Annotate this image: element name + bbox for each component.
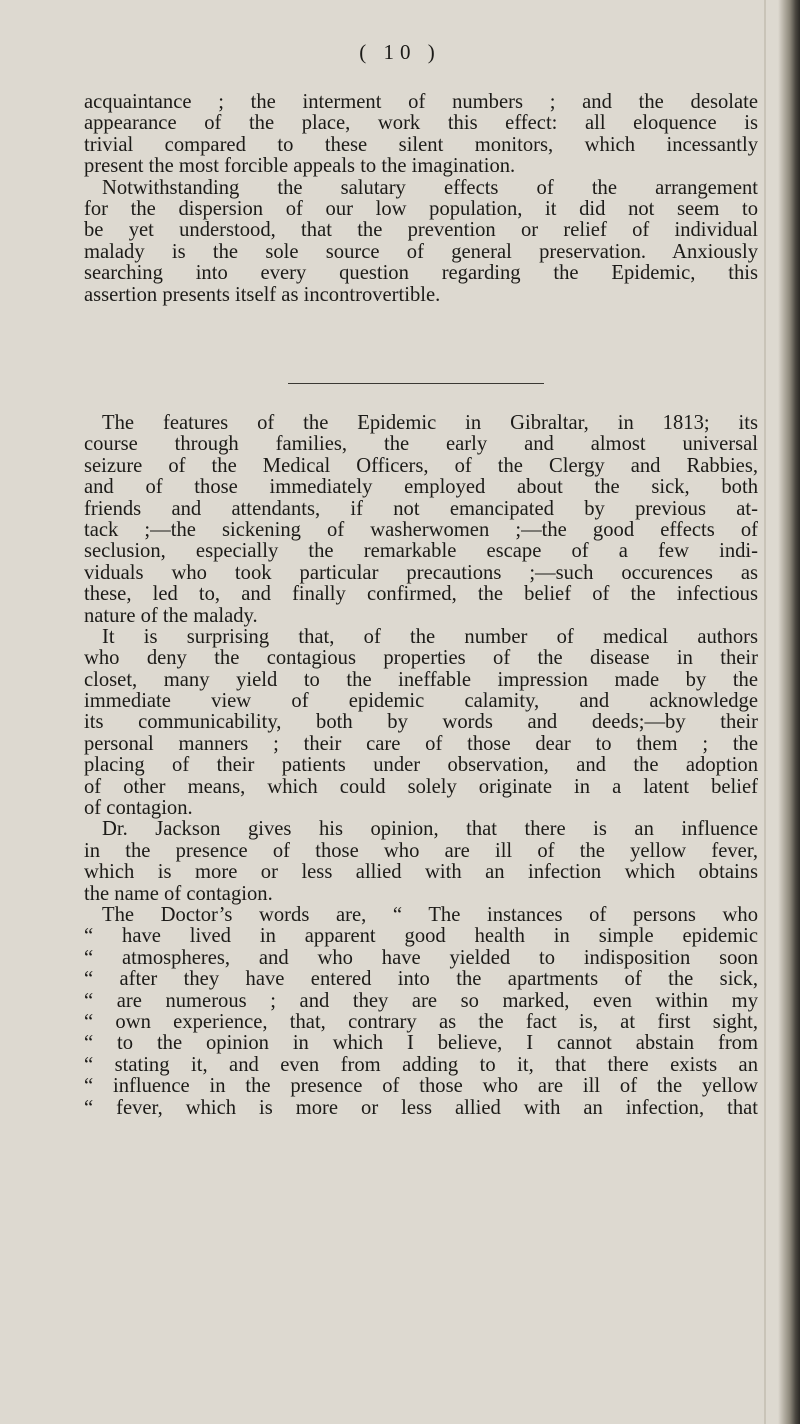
section-divider — [288, 383, 544, 384]
text-line: malady is the sole source of general preservation. Anxiously — [84, 240, 758, 263]
text-line: “ influence in the presence of those who are ill of the yellow — [84, 1075, 758, 1098]
text-line: which is more or less allied with an infection which obtains — [84, 861, 758, 884]
text-line: and of those immediately employed about the sick, both — [84, 476, 758, 499]
text-line: “ stating it, and even from adding to it, that there exists an — [84, 1053, 758, 1076]
text-line: placing of their patients under observation, and the adoption — [84, 754, 758, 777]
text-line: viduals who took particular precautions ;—such occurences as — [84, 561, 758, 584]
paragraph-block-2 — [84, 413, 758, 1119]
text-line: immediate view of epidemic calamity, and acknowledge — [84, 690, 758, 713]
text-line: be yet understood, that the prevention or relief of individual — [84, 219, 758, 242]
text-line: The features of the Epidemic in Gibraltar, in 1813; its — [102, 412, 758, 434]
text-line: “ fever, which is more or less allied with an infection, that — [84, 1096, 758, 1119]
text-line: who deny the contagious properties of the disease in their — [84, 647, 758, 670]
text-line: assertion presents itself as incontrovertible. — [84, 283, 441, 306]
text-line: its communicability, both by words and deeds;—by their — [84, 711, 758, 734]
text-line: The Doctor’s words are, “ The instances of persons who — [102, 903, 758, 926]
text-line: “ own experience, that, contrary as the fact is, at first sight, — [84, 1010, 758, 1033]
text-line: course through families, the early and almost universal — [84, 433, 758, 456]
text-line: “ have lived in apparent good health in simple epidemic — [84, 925, 758, 948]
page-edge-shadow — [778, 0, 800, 1424]
text-line: nature of the malady. — [84, 604, 258, 627]
text-line: Notwithstanding the salutary effects of the arrangement — [102, 176, 758, 199]
text-line: in the presence of those who are ill of the yellow fever, — [84, 839, 758, 862]
text-line: It is surprising that, of the number of medical authors — [102, 625, 758, 648]
text-line: of contagion. — [84, 797, 193, 820]
paragraph-block-1 — [84, 92, 758, 306]
text-line: Dr. Jackson gives his opinion, that there is an influence — [102, 818, 758, 841]
text-line: friends and attendants, if not emancipated by previous at- — [84, 497, 758, 520]
text-line: searching into every question regarding the Epidemic, this — [84, 262, 758, 285]
text-line: “ after they have entered into the apartments of the sick, — [84, 968, 758, 991]
text-line: of other means, which could solely originate in a latent belief — [84, 775, 758, 798]
text-line: “ to the opinion in which I believe, I cannot abstain from — [84, 1032, 758, 1055]
text-line: “ are numerous ; and they are so marked, even within my — [84, 989, 758, 1012]
text-line: the name of contagion. — [84, 882, 273, 905]
text-line: “ atmospheres, and who have yielded to indisposition soon — [84, 946, 758, 969]
text-line: personal manners ; their care of those dear to them ; the — [84, 732, 758, 755]
text-line: seclusion, especially the remarkable escape of a few indi- — [84, 540, 758, 563]
text-line: appearance of the place, work this effect: all eloquence is — [84, 112, 758, 135]
text-line: seizure of the Medical Officers, of the Clergy and Rabbies, — [84, 454, 758, 477]
text-line: acquaintance ; the interment of numbers ; and the desolate — [84, 91, 758, 113]
text-line: these, led to, and finally confirmed, the belief of the infectious — [84, 583, 758, 606]
text-line: for the dispersion of our low population, it did not seem to — [84, 197, 758, 220]
page-number: ( 10 ) — [359, 40, 441, 64]
page-gutter-line — [764, 0, 766, 1424]
text-line: present the most forcible appeals to the imagination. — [84, 155, 516, 178]
text-line: closet, many yield to the ineffable impression made by the — [84, 668, 758, 691]
text-line: trivial compared to these silent monitors, which incessantly — [84, 133, 758, 156]
text-line: tack ;—the sickening of washerwomen ;—the good effects of — [84, 518, 758, 541]
